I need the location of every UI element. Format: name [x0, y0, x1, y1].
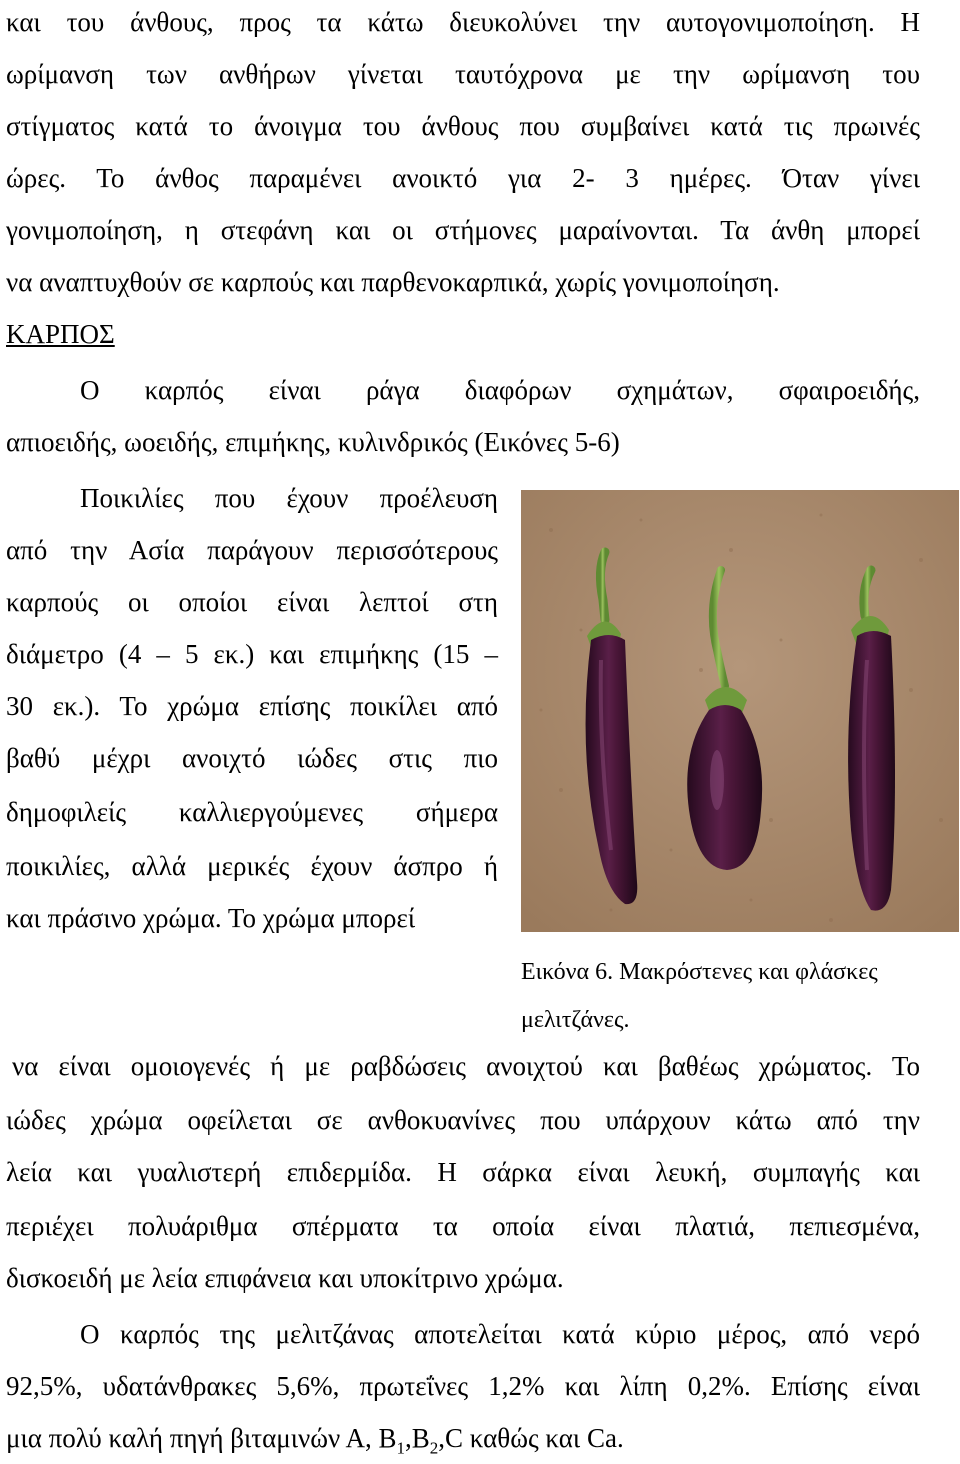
wrap-line-5: 30 εκ.). Το χρώμα επίσης ποικίλει από — [6, 691, 498, 721]
wrap-line-9: και πράσινο χρώμα. Το χρώμα μπορεί — [6, 903, 416, 933]
continuation-line-3: λεία και γυαλιστερή επιδερμίδα. Η σάρκα είναι λευκή, συμπαγής και — [6, 1157, 920, 1187]
continuation-line-5: δισκοειδή με λεία επιφάνεια και υποκίτρινο χρώμα. — [6, 1263, 564, 1293]
wrap-line-7: δημοφιλείς καλλιεργούμενες σήμερα — [6, 797, 498, 827]
wrap-line-1: Ποικιλίες που έχουν προέλευση — [80, 483, 498, 513]
eggplant-photo — [521, 490, 959, 932]
vitamins-line-mid: ,Β — [404, 1423, 430, 1453]
figure-caption-line-2: μελιτζάνες. — [521, 1007, 630, 1033]
composition-line-1: Ο καρπός της μελιτζάνας αποτελείται κατά κύριο μέρος, από νερό — [80, 1319, 920, 1349]
vitamin-b2-subscript: 2 — [429, 1438, 439, 1458]
section-heading: ΚΑΡΠΟΣ — [6, 319, 115, 349]
wrap-line-2: από την Ασία παράγουν περισσότερους — [6, 535, 498, 565]
vitamins-line-prefix: μια πολύ καλή πηγή βιταμινών Α, Β — [6, 1423, 397, 1453]
composition-line-2: 92,5%, υδατάνθρακες 5,6%, πρωτεΐνες 1,2% και λίπη 0,2%. Επίσης είναι — [6, 1371, 920, 1401]
continuation-line-4: περιέχει πολυάριθμα σπέρματα τα οποία είναι πλατιά, πεπιεσμένα, — [6, 1211, 920, 1241]
vitamins-line — [6, 1422, 624, 1458]
wrap-line-3: καρπούς οι οποίοι είναι λεπτοί στη — [6, 587, 498, 617]
vitamins-line-suffix: ,C καθώς και Ca. — [438, 1423, 624, 1453]
figure-caption-line-1: Εικόνα 6. Μακρόστενες και φλάσκες — [521, 959, 878, 985]
eggplant-figure — [521, 490, 959, 932]
intro-line-3: στίγματος κατά το άνοιγμα του άνθους που συμβαίνει κατά τις πρωινές — [6, 111, 920, 141]
continuation-line-2: ιώδες χρώμα οφείλεται σε ανθοκυανίνες που υπάρχουν κάτω από την — [6, 1105, 920, 1135]
wrap-line-8: ποικιλίες, αλλά μερικές έχουν άσπρο ή — [6, 851, 498, 881]
intro-line-6: να αναπτυχθούν σε καρπούς και παρθενοκαρπικά, χωρίς γονιμοποίηση. — [6, 267, 780, 297]
fruit-shape-line-2: απιοειδής, ωοειδής, επιμήκης, κυλινδρικός (Εικόνες 5-6) — [6, 427, 620, 457]
intro-line-4: ώρες. Το άνθος παραμένει ανοικτό για 2- 3 ημέρες. Όταν γίνει — [6, 163, 920, 193]
intro-line-1: και του άνθους, προς τα κάτω διευκολύνει την αυτογονιμοποίηση. Η — [6, 7, 920, 37]
vitamin-b1-subscript: 1 — [396, 1438, 405, 1458]
fruit-shape-line-1: Ο καρπός είναι ράγα διαφόρων σχημάτων, σφαιροειδής, — [80, 375, 920, 405]
intro-line-2: ωρίμανση των ανθήρων γίνεται ταυτόχρονα με την ωρίμανση του — [6, 59, 920, 89]
continuation-line-1: να είναι ομοιογενές ή με ραβδώσεις ανοιχτού και βαθέως χρώματος. Το — [12, 1051, 920, 1081]
wrap-line-4: διάμετρο (4 – 5 εκ.) και επιμήκης (15 – — [6, 639, 498, 669]
intro-line-5: γονιμοποίηση, η στεφάνη και οι στήμονες μαραίνονται. Τα άνθη μπορεί — [6, 215, 920, 245]
wrap-line-6: βαθύ μέχρι ανοιχτό ιώδες στις πιο — [6, 743, 498, 773]
